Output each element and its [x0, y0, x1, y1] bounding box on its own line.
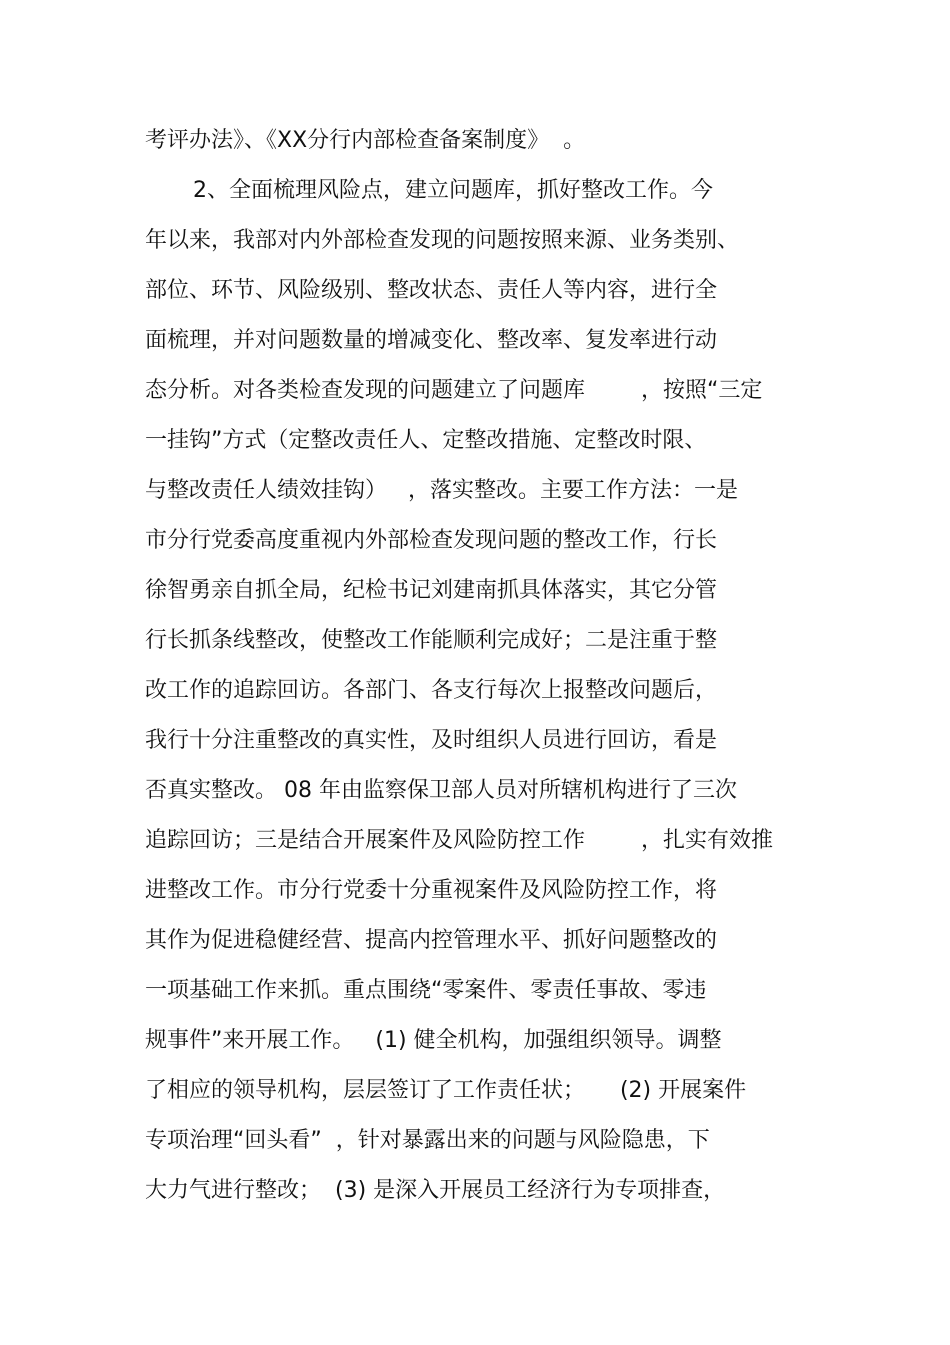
text-line-5: 面梳理，并对问题数量的增减变化、整改率、复发率进行动 — [145, 328, 718, 353]
text-line-17: 其作为促进稳健经营、提高内控管理水平、抓好问题整改的 — [145, 928, 718, 953]
text-line-13: 我行十分注重整改的真实性，及时组织人员进行回访，看是 — [145, 728, 718, 753]
text-line-1: 考评办法》、《XX分行内部检查备案制度》 。 — [145, 128, 586, 153]
text-line-16: 进整改工作。市分行党委十分重视案件及风险防控工作，将 — [145, 878, 718, 903]
text-line-9: 市分行党委高度重视内外部检查发现问题的整改工作，行长 — [145, 528, 718, 553]
text-line-21: 专项治理“回头看” ，针对暴露出来的问题与风险隐患，下 — [145, 1128, 710, 1153]
text-line-20: 了相应的领导机构，层层签订了工作责任状； (2) 开展案件 — [145, 1078, 747, 1103]
text-line-18: 一项基础工作来抓。重点围绕“零案件、零责任事故、零违 — [145, 978, 707, 1003]
text-line-14: 否真实整改。 08 年由监察保卫部人员对所辖机构进行了三次 — [145, 778, 737, 803]
text-line-2: 2、全面梳理风险点，建立问题库，抓好整改工作。今 — [193, 178, 713, 203]
text-line-4: 部位、环节、风险级别、整改状态、责任人等内容，进行全 — [145, 278, 718, 303]
text-line-15: 追踪回访；三是结合开展案件及风险防控工作 ，扎实有效推 — [145, 828, 773, 853]
text-line-8: 与整改责任人绩效挂钩） ，落实整改。主要工作方法：一是 — [145, 478, 738, 503]
text-line-11: 行长抓条线整改，使整改工作能顺利完成好；二是注重于整 — [145, 628, 718, 653]
text-line-10: 徐智勇亲自抓全局，纪检书记刘建南抓具体落实，其它分管 — [145, 578, 718, 603]
text-line-3: 年以来，我部对内外部检查发现的问题按照来源、业务类别、 — [145, 228, 740, 253]
text-line-19: 规事件”来开展工作。 (1) 健全机构，加强组织领导。调整 — [145, 1028, 722, 1053]
text-line-7: 一挂钩”方式（定整改责任人、定整改措施、定整改时限、 — [145, 428, 707, 453]
text-line-12: 改工作的追踪回访。各部门、各支行每次上报整改问题后， — [145, 678, 718, 703]
text-line-22: 大力气进行整改； (3) 是深入开展员工经济行为专项排查， — [145, 1178, 726, 1203]
text-line-6: 态分析。对各类检查发现的问题建立了问题库 ，按照“三定 — [145, 378, 763, 403]
